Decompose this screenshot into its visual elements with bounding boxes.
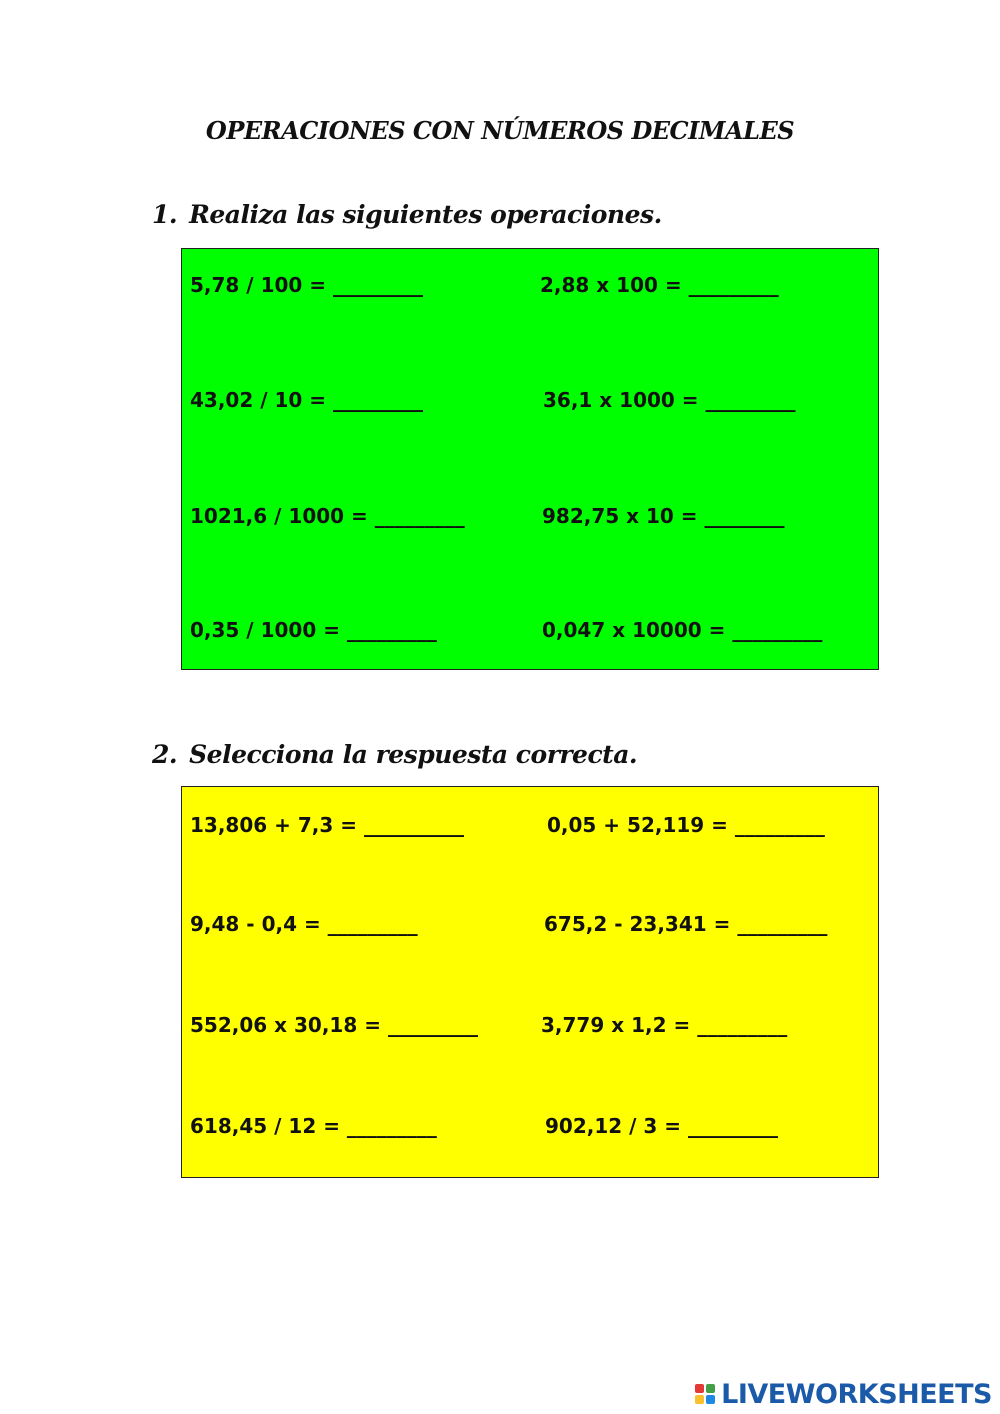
operation-1-6: 982,75 x 10 = ________ bbox=[542, 504, 785, 528]
section-1-number: 1. bbox=[152, 200, 178, 229]
operation-1-2: 2,88 x 100 = _________ bbox=[540, 273, 779, 297]
operation-2-2: 0,05 + 52,119 = _________ bbox=[547, 813, 825, 837]
operation-2-1: 13,806 + 7,3 = __________ bbox=[190, 813, 464, 837]
section-1-instruction: Realiza las siguientes operaciones. bbox=[189, 200, 662, 229]
liveworksheets-logo-icon bbox=[695, 1384, 715, 1404]
operation-2-7: 618,45 / 12 = _________ bbox=[190, 1114, 437, 1138]
operation-1-7: 0,35 / 1000 = _________ bbox=[190, 618, 437, 642]
operation-1-4: 36,1 x 1000 = _________ bbox=[543, 388, 796, 412]
section-2-instruction: Selecciona la respuesta correcta. bbox=[189, 740, 638, 769]
worksheet-title: OPERACIONES CON NÚMEROS DECIMALES bbox=[205, 116, 795, 145]
operation-2-5: 552,06 x 30,18 = _________ bbox=[190, 1013, 478, 1037]
operation-1-5: 1021,6 / 1000 = _________ bbox=[190, 504, 465, 528]
operation-2-4: 675,2 - 23,341 = _________ bbox=[544, 912, 828, 936]
liveworksheets-brand: LIVEWORKSHEETS bbox=[721, 1378, 992, 1410]
operation-1-3: 43,02 / 10 = _________ bbox=[190, 388, 424, 412]
section-2-heading bbox=[152, 740, 637, 769]
liveworksheets-logo bbox=[695, 1378, 992, 1410]
operation-2-3: 9,48 - 0,4 = _________ bbox=[190, 912, 418, 936]
section-1-box bbox=[181, 248, 879, 670]
operation-1-1: 5,78 / 100 = _________ bbox=[190, 273, 424, 297]
operation-1-8: 0,047 x 10000 = _________ bbox=[542, 618, 823, 642]
operation-2-8: 902,12 / 3 = _________ bbox=[545, 1114, 779, 1138]
section-2-number: 2. bbox=[152, 740, 178, 769]
section-1-heading bbox=[152, 200, 662, 229]
operation-2-6: 3,779 x 1,2 = _________ bbox=[541, 1013, 788, 1037]
